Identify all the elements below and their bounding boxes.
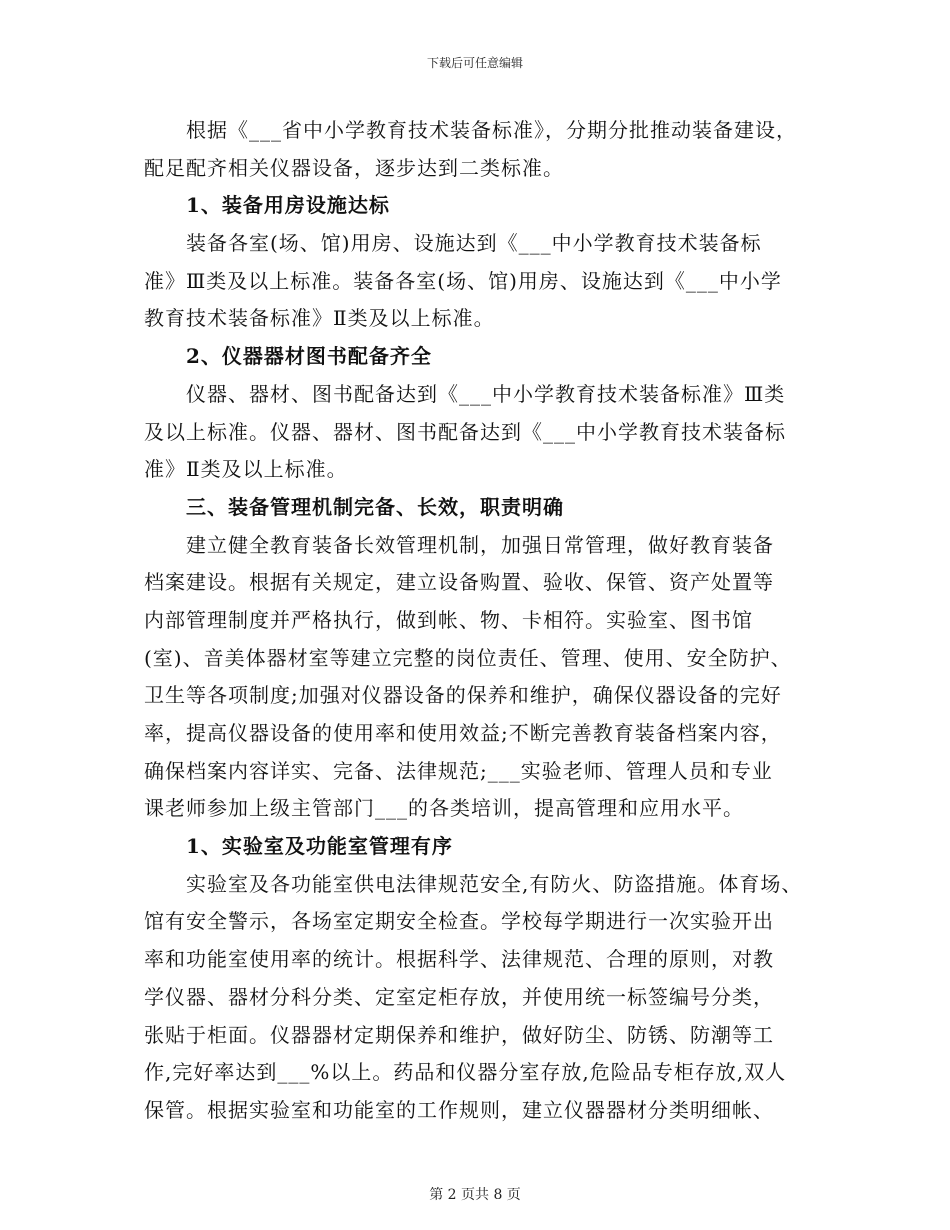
body-text-line: 内部管理制度并严格执行，做到帐、物、卡相符。实验室、图书馆 <box>144 607 753 632</box>
body-text-line: 根据《___省中小学教育技术装备标准》，分期分批推动装备建设， <box>186 118 797 142</box>
document-body <box>144 112 814 1130</box>
section-heading: 1、实验室及功能室管理有序 <box>186 834 453 859</box>
body-text-line: 课老师参加上级主管部门___的各类培训，提高管理和应用水平。 <box>144 796 744 821</box>
body-text-line: 及以上标准。仪器、器材、图书配备达到《___中小学教育技术装备标 <box>144 419 786 444</box>
section-heading: 1、装备用房设施达标 <box>186 193 390 218</box>
body-text-line: 馆有安全警示，各场室定期安全检查。学校每学期进行一次实验开出 <box>144 909 774 934</box>
body-text-line: 仪器、器材、图书配备达到《___中小学教育技术装备标准》Ⅲ类 <box>186 381 786 406</box>
body-text-line: 配足配齐相关仪器设备，逐步达到二类标准。 <box>144 155 564 180</box>
body-text-line: 档案建设。根据有关规定，建立设备购置、验收、保管、资产处置等 <box>144 570 774 595</box>
body-text-line: 确保档案内容详实、完备、法律规范;___实验老师、管理人员和专业 <box>144 758 773 783</box>
section-heading: 2、仪器器材图书配备齐全 <box>186 344 432 369</box>
body-text-line: 准》Ⅱ类及以上标准。 <box>144 457 348 482</box>
body-text-line: 学仪器、器材分科分类、定室定柜存放，并使用统一标签编号分类， <box>144 984 774 1009</box>
body-text-line: 保管。根据实验室和功能室的工作规则，建立仪器器材分类明细帐、 <box>144 1097 774 1122</box>
body-text-line: 准》Ⅲ类及以上标准。装备各室(场、馆)用房、设施达到《___中小学 <box>144 268 782 293</box>
body-text-line: (室)、音美体器材室等建立完整的岗位责任、管理、使用、安全防护、 <box>144 645 792 670</box>
body-text-line: 卫生等各项制度;加强对仪器设备的保养和维护，确保仪器设备的完好 <box>144 683 782 708</box>
body-text-line: 作,完好率达到___%以上。药品和仪器分室存放,危险品专柜存放,双人 <box>144 1060 787 1085</box>
body-text-line: 率，提高仪器设备的使用率和使用效益;不断完善教育装备档案内容， <box>144 721 782 745</box>
page-number: 第 2 页共 8 页 <box>429 1187 521 1203</box>
page-header: 下载后可任意编辑 <box>426 56 523 70</box>
body-text-line: 张贴于柜面。仪器器材定期保养和维护，做好防尘、防锈、防潮等工 <box>144 1022 774 1047</box>
body-text-line: 装备各室(场、馆)用房、设施达到《___中小学教育技术装备标 <box>186 231 762 256</box>
body-text-line: 建立健全教育装备长效管理机制，加强日常管理，做好教育装备 <box>186 532 774 557</box>
section-heading: 三、装备管理机制完备、长效，职责明确 <box>186 494 564 519</box>
body-text-line: 实验室及各功能室供电法律规范安全,有防火、防盗措施。体育场、 <box>186 871 803 896</box>
body-text-line: 率和功能室使用率的统计。根据科学、法律规范、合理的原则，对教 <box>144 947 774 972</box>
body-text-line: 教育技术装备标准》Ⅱ类及以上标准。 <box>144 306 495 331</box>
